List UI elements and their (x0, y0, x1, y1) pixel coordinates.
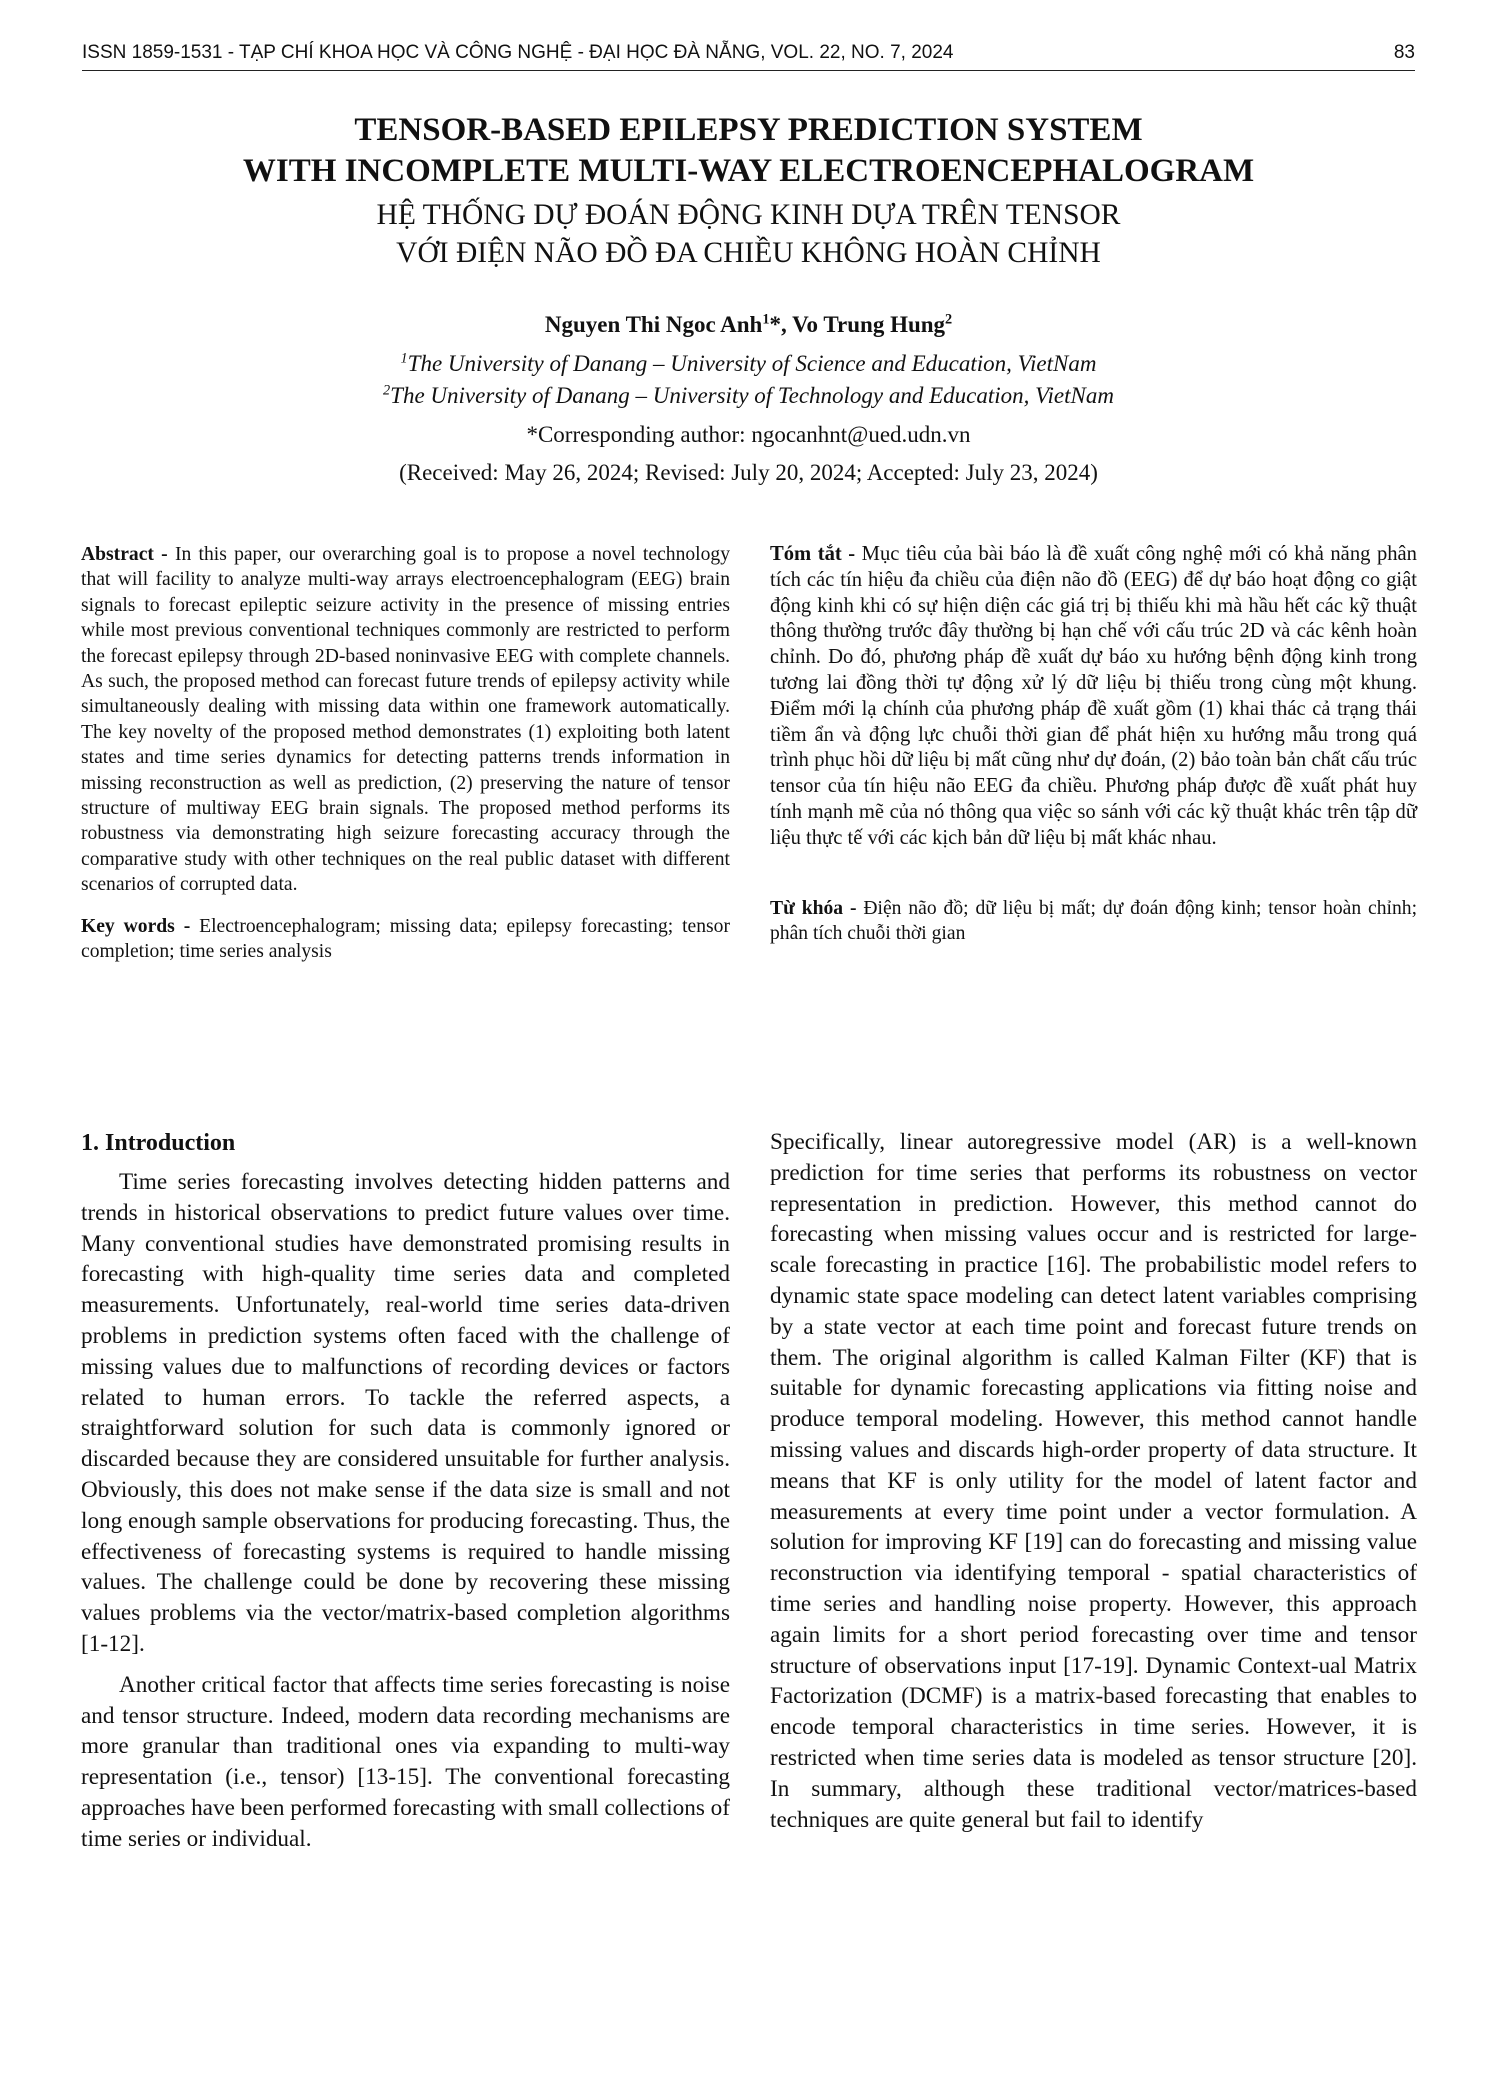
journal-info: ISSN 1859-1531 - TẠP CHÍ KHOA HỌC VÀ CÔNG NGHỆ - ĐẠI HỌC ĐÀ NẴNG, VOL. 22, NO. 7, 2024 (82, 42, 954, 63)
intro-paragraph-2: Another critical factor that affects time series forecasting is noise and tensor structure. Indeed, modern data recording mechanisms are more granular than traditional ones via expanding to multi-way representation (i.e., tensor) [13-15]. The conventional forecasting approaches have been performed forecasting with small collections of time series or individual. (81, 1671, 731, 1852)
abstract-label: Abstract - (81, 544, 175, 565)
author-list (82, 312, 1415, 338)
section-heading-introduction: 1. Introduction (81, 1130, 236, 1156)
author-1-mark: 1 (762, 311, 770, 328)
author-1-name: Nguyen Thi Ngoc Anh (544, 312, 763, 337)
author-2-mark: 2 (945, 311, 953, 328)
abstract-en-paragraph (81, 542, 730, 898)
body-column-right (770, 1127, 1417, 1835)
page-number: 83 (1393, 42, 1415, 63)
author-2-name: Vo Trung Hung (792, 312, 946, 337)
body-column-left (81, 1127, 730, 1855)
keywords-en (81, 914, 730, 965)
affiliations (82, 348, 1415, 412)
tu-khoa-label: Từ khóa - (770, 897, 864, 919)
title-block (82, 110, 1415, 486)
abstract-english (81, 542, 730, 965)
affil-2-mark: 2 (383, 382, 391, 399)
keywords-vi-text: Điện não đồ; dữ liệu bị mất; dự đoán động kinh; tensor hoàn chỉnh; phân tích chuỗi thời gian (770, 897, 1418, 944)
tom-tat-label: Tóm tắt - (770, 543, 862, 565)
title-vi-line1: HỆ THỐNG DỰ ĐOÁN ĐỘNG KINH DỰA TRÊN TENSOR (376, 199, 1121, 231)
title-vi-line2: VỚI ĐIỆN NÃO ĐỒ ĐA CHIỀU KHÔNG HOÀN CHỈNH (396, 237, 1101, 269)
intro-paragraph-3: Specifically, linear autoregressive model (AR) is a well-known prediction for time series that performs its robustness on vector representation in prediction. However, this method cannot do forecasting when missing values occur and is restricted for large-scale forecasting in practice [16]. The probabilistic model refers to dynamic state space modeling can detect latent variables comprising by a state vector at each time point and forecast future trends on them. The original algorithm is called Kalman Filter (KF) that is suitable for dynamic forecasting applications via fitting noise and produce temporal modeling. However, this method cannot handle missing values and discards high-order property of data structure. It means that KF is only utility for the model of latent factor and measurements at every time point under a vector formulation. A solution for improving KF [19] can do forecasting and missing value reconstruction via identifying temporal - spatial characteristics of time series and handling noise property. However, this approach again limits for a short period forecasting over time and tensor structure of observations input [17-19]. Dynamic Context-ual Matrix Factorization (DCMF) is a matrix-based forecasting that enables to encode temporal characteristics in time series. However, it is restricted when time series data is modeled as tensor structure [20]. In summary, although these traditional vector/matrices-based techniques are quite general but fail to identify (770, 1129, 1417, 1833)
title-en-line2: WITH INCOMPLETE MULTI-WAY ELECTROENCEPHALOGRAM (242, 153, 1255, 189)
affil-1-text: The University of Danang – University of Science and Education, VietNam (407, 351, 1097, 376)
keywords-label: Key words - (81, 915, 200, 937)
corresponding-author: *Corresponding author: ngocanhnt@ued.udn.vn (526, 422, 971, 447)
keywords-vi (770, 896, 1417, 947)
affil-2-text: The University of Danang – University of Technology and Education, VietNam (390, 383, 1114, 408)
submission-dates: (Received: May 26, 2024; Revised: July 20, 2024; Accepted: July 23, 2024) (399, 460, 1098, 485)
running-header (82, 40, 1415, 71)
title-vietnamese (82, 196, 1415, 272)
title-en-line1: TENSOR-BASED EPILEPSY PREDICTION SYSTEM (354, 112, 1143, 148)
affil-1-mark: 1 (400, 350, 408, 367)
abstract-vietnamese (770, 542, 1417, 946)
keywords-en-text: Electroencephalogram; missing data; epilepsy forecasting; tensor completion; time series analysis (81, 915, 730, 963)
affiliation-1 (82, 348, 1415, 380)
abstract-vi-paragraph (770, 542, 1417, 852)
title-english (82, 110, 1415, 192)
author-1-star: *, (769, 312, 793, 337)
affiliation-2 (82, 380, 1415, 412)
abstract-en-text: In this paper, our overarching goal is to propose a novel technology that will facility to analyze multi-way arrays electroencephalogram (EEG) brain signals to forecast epileptic seizure activity in the presence of missing entries while most previous conventional techniques commonly are restricted to perform the forecast epilepsy through 2D-based noninvasive EEG with complete channels. As such, the proposed method can forecast future trends of epilepsy activity while simultaneously dealing with missing data within one framework automatically. The key novelty of the proposed method demonstrates (1) exploiting both latent states and time series dynamics for detecting patterns trends information in missing reconstruction as well as prediction, (2) preserving the nature of tensor structure of multiway EEG brain signals. The proposed method performs its robustness via demonstrating high seizure forecasting accuracy through the comparative study with other techniques on the real public dataset with different scenarios of corrupted data. (81, 544, 730, 896)
intro-paragraph-1: Time series forecasting involves detecting hidden patterns and trends in historical observations to predict future values over time. Many conventional studies have demonstrated promising results in forecasting with high-quality time series data and completed measurements. Unfortunately, real-world time series data-driven problems in prediction systems often faced with the challenge of missing values due to malfunctions of recording devices or factors related to human errors. To tackle the referred aspects, a straightforward solution for such data is commonly ignored or discarded because they are considered unsuitable for further analysis. Obviously, this does not make sense if the data size is small and not long enough sample observations for producing forecasting. Thus, the effectiveness of forecasting systems is required to handle missing values. The challenge could be done by recovering these missing values problems via the vector/matrix-based completion algorithms [1-12]. (81, 1169, 730, 1657)
abstract-vi-text: Mục tiêu của bài báo là đề xuất công nghệ mới có khả năng phân tích các tín hiệu đa chiều của điện não đồ (EEG) để dự báo hoạt động co giật động kinh khi có sự hiện diện các giá trị bị thiếu khi mà hầu hết các kỹ thuật thông thường trước đây thường bị hạn chế với cấu trúc 2D và các kênh hoàn chỉnh. Do đó, phương pháp đề xuất dự báo xu hướng bệnh động kinh trong tương lai đồng thời tự động xử lý dữ liệu bị thiếu trong cùng một khung. Điểm mới lạ chính của phương pháp đề xuất gồm (1) khai thác cả trạng thái tiềm ẩn và động lực chuỗi thời gian để phát hiện xu hướng mẫu trong quá trình phục hồi dữ liệu bị mất cũng như dự đoán, (2) bảo toàn bản chất cấu trúc tensor của tín hiệu não EEG đa chiều. Phương pháp được đề xuất phát huy tính mạnh mẽ của nó thông qua việc so sánh với các kỹ thuật khác trên tập dữ liệu thực tế với các kịch bản dữ liệu bị mất khác nhau. (770, 543, 1417, 849)
